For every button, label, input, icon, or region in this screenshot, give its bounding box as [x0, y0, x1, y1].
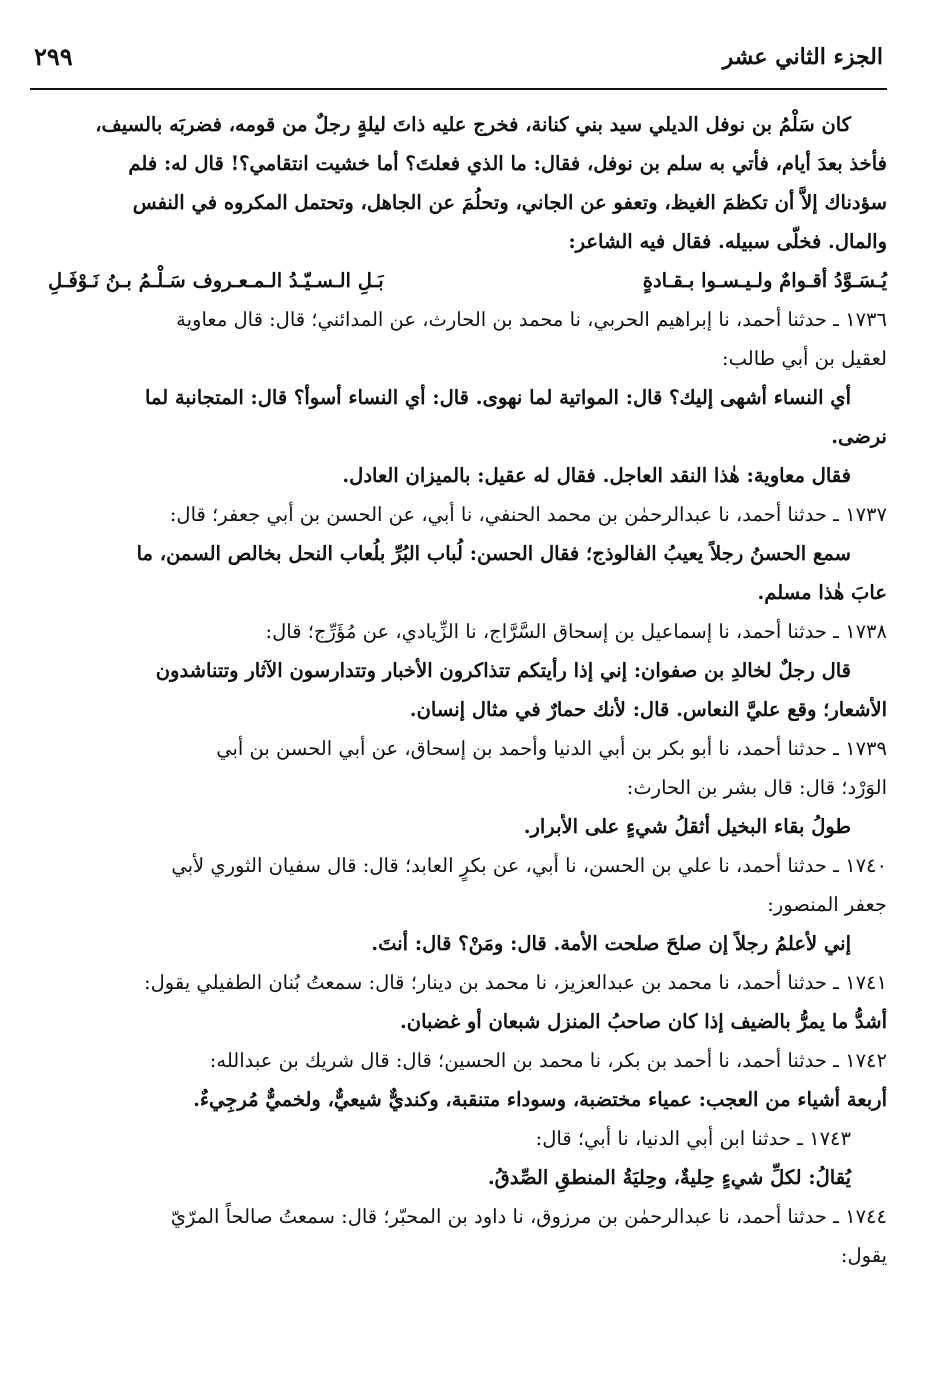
isnad-line: ١٧٤٣ ـ حدثنا ابن أبي الدنيا، نا أبي؛ قال:	[535, 1127, 851, 1150]
text-line: فقال معاوية: هٰذا النقد العاجل. فقال له عقيل: بالميزان العادل.	[342, 464, 851, 487]
verse-first-hemistich: يُـسَـوَّدُ أقـوامٌ ولـيـسـوا بـقـادةٍ	[642, 269, 887, 292]
text-line: سمع الحسنُ رجلاً يعيبُ الفالوذج؛ فقال الحسن: لُباب البُرِّ بلُعاب النحل بخالص السمن، ما	[136, 542, 851, 565]
isnad-line: لعقيل بن أبي طالب:	[722, 347, 887, 370]
isnad-line: ١٧٤١ ـ حدثنا أحمد، نا محمد بن عبدالعزيز، نا محمد بن دينار؛ قال: سمعتُ بُنان الطفيلي يقول:	[144, 971, 887, 994]
text-line: طولُ بقاء البخيل أثقلُ شيءٍ على الأبرار.	[523, 815, 851, 838]
text-line: سؤدناك إلاَّ أن تكظمَ الغيظ، وتعفو عن الجاني، وتحلُمَ عن الجاهل، وتحتمل المكروه في النفس	[132, 191, 887, 214]
running-header-title: الجزء الثاني عشر	[722, 44, 883, 70]
text-line: أي النساء أشهى إليك؟ قال: المواتية لما نهوى. قال: أي النساء أسوأ؟ قال: المتجانبة لما	[145, 386, 851, 409]
isnad-line: ١٧٣٧ ـ حدثنا أحمد، نا عبدالرحمٰن بن محمد الحنفي، نا أبي، عن الحسن بن أبي جعفر؛ قال:	[169, 503, 887, 526]
text-line: فأخذ بعدَ أيام، فأتي به سلم بن نوفل، فقال: ما الذي فعلتَ؟ أما خشيت انتقامي؟! قال له: فلم	[128, 152, 887, 175]
isnad-line: ١٧٤٢ ـ حدثنا أحمد، نا أحمد بن بكر، نا محمد بن الحسين؛ قال: قال شريك بن عبدالله:	[209, 1049, 887, 1072]
text-line: إني لأعلمُ رجلاً إن صلحَ صلحت الأمة. قال: ومَنْ؟ قال: أنتَ.	[371, 932, 851, 955]
poetry-verse	[48, 261, 887, 300]
text-line: كان سَلْمُ بن نوفل الديلي سيد بني كنانة، فخرج عليه ذاتَ ليلةٍ رجلٌ من قومه، فضربَه بالسيف،	[95, 113, 851, 136]
text-line: نرضى.	[831, 425, 887, 448]
page-number: ٢٩٩	[34, 42, 73, 71]
text-line: عابَ هٰذا مسلم.	[757, 581, 887, 604]
header-rule	[30, 88, 887, 90]
text-line: والمال. فخلّى سبيله. فقال فيه الشاعر:	[568, 230, 887, 253]
text-line: أربعة أشياء من العجب: عمياء مختضبة، وسوداء متنقبة، وكنديٌّ شيعيٌّ، ولخميٌّ مُرجِيءٌ.	[193, 1088, 887, 1111]
isnad-line: ١٧٤٤ ـ حدثنا أحمد، نا عبدالرحمٰن بن مرزوق، نا داود بن المحبّر؛ قال: سمعتُ صالحاً المرّيّ	[170, 1205, 887, 1228]
text-line: أشدُّ ما يمرُّ بالضيف إذا كان صاحبُ المنزل شبعان أو غضبان.	[400, 1010, 887, 1033]
isnad-line: ١٧٤٠ ـ حدثنا أحمد، نا علي بن الحسن، نا أبي، عن بكرٍ العابد؛ قال: قال سفيان الثوري لأبي	[171, 854, 887, 877]
isnad-line: الوَرْد؛ قال: قال بشر بن الحارث:	[626, 776, 887, 799]
isnad-line: ١٧٣٩ ـ حدثنا أحمد، نا أبو بكر بن أبي الدنيا وأحمد بن إسحاق، عن أبي الحسن بن أبي	[216, 737, 887, 760]
isnad-line: جعفر المنصور:	[767, 893, 887, 916]
text-line: الأشعار؛ وقع عليَّ النعاس. قال: لأنك حمارٌ في مثال إنسان.	[409, 698, 887, 721]
isnad-line: ١٧٣٨ ـ حدثنا أحمد، نا إسماعيل بن إسحاق السَّرَّاج، نا الزِّيادي، عن مُؤَرِّج؛ قال:	[265, 620, 887, 643]
isnad-line: يقول:	[840, 1244, 887, 1267]
page-body	[48, 105, 887, 1275]
verse-second-hemistich: بَـلِ الـسـيّـدُ الـمـعـروف سَـلْـمُ بـنُ نَـوْفَـلِ	[48, 269, 384, 292]
text-line: قال رجلٌ لخالدِ بن صفوان: إني إذا رأيتكم تتذاكرون الأخبار وتتدارسون الآثار وتتناشدون	[155, 659, 851, 682]
isnad-line: ١٧٣٦ ـ حدثنا أحمد، نا إبراهيم الحربي، نا محمد بن الحارث، عن المدائني؛ قال: قال معاوية	[176, 308, 887, 331]
text-line: يُقالُ: لكلِّ شيءٍ حِليةٌ، وحِليَةُ المنطقِ الصِّدقُ.	[487, 1166, 851, 1189]
